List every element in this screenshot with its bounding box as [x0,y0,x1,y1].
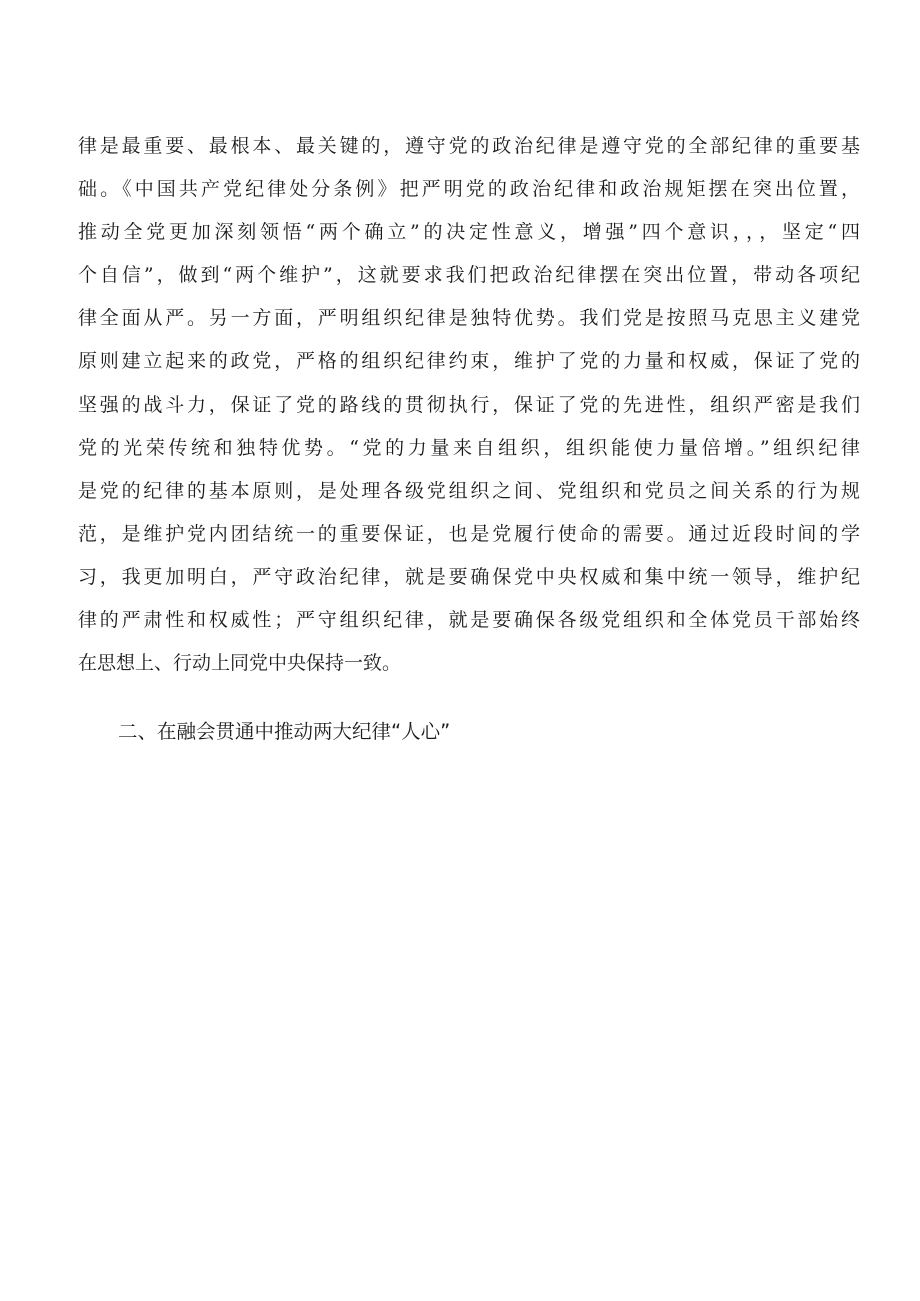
paragraph-line: 在思想上、行动上同党中央保持一致。 [78,652,402,675]
paragraph-line: 范，是维护党内团结统一的重要保证，也是党履行使命的需要。通过近段时间的学 [78,522,860,545]
section-heading: 二、在融会贯通中推动两大纪律“人心” [118,720,451,743]
paragraph-line: 是党的纪律的基本原则，是处理各级党组织之间、党组织和党员之间关系的行为规 [78,479,860,502]
paragraph-line: 础。《中国共产党纪律处分条例》把严明党的政治纪律和政治规矩摆在突出位置， [78,178,860,201]
paragraph-line: 原则建立起来的政党，严格的组织纪律约束，维护了党的力量和权威，保证了党的 [78,350,860,373]
paragraph-line: 习，我更加明白，严守政治纪律，就是要确保党中央权威和集中统一领导，维护纪 [78,565,860,588]
paragraph-line: 推动全党更加深刻领悟“两个确立”的决定性意义，增强”四个意识，，，坚定“四 [78,221,860,244]
paragraph-line: 律是最重要、最根本、最关键的，遵守党的政治纪律是遵守党的全部纪律的重要基 [78,135,860,157]
paragraph-line: 个自信”，做到“两个维护”，这就要求我们把政治纪律摆在突出位置，带动各项纪 [78,264,860,287]
body-paragraph [78,125,860,685]
paragraph-line: 律全面从严。另一方面，严明组织纪律是独特优势。我们党是按照马克思主义建党 [78,307,860,330]
paragraph-line: 党的光荣传统和独特优势。“党的力量来自组织，组织能使力量倍增。”组织纪律 [78,436,860,459]
paragraph-line: 坚强的战斗力，保证了党的路线的贯彻执行，保证了党的先进性，组织严密是我们 [78,393,860,416]
paragraph-line: 律的严肃性和权威性；严守组织纪律，就是要确保各级党组织和全体党员干部始终 [78,609,860,632]
